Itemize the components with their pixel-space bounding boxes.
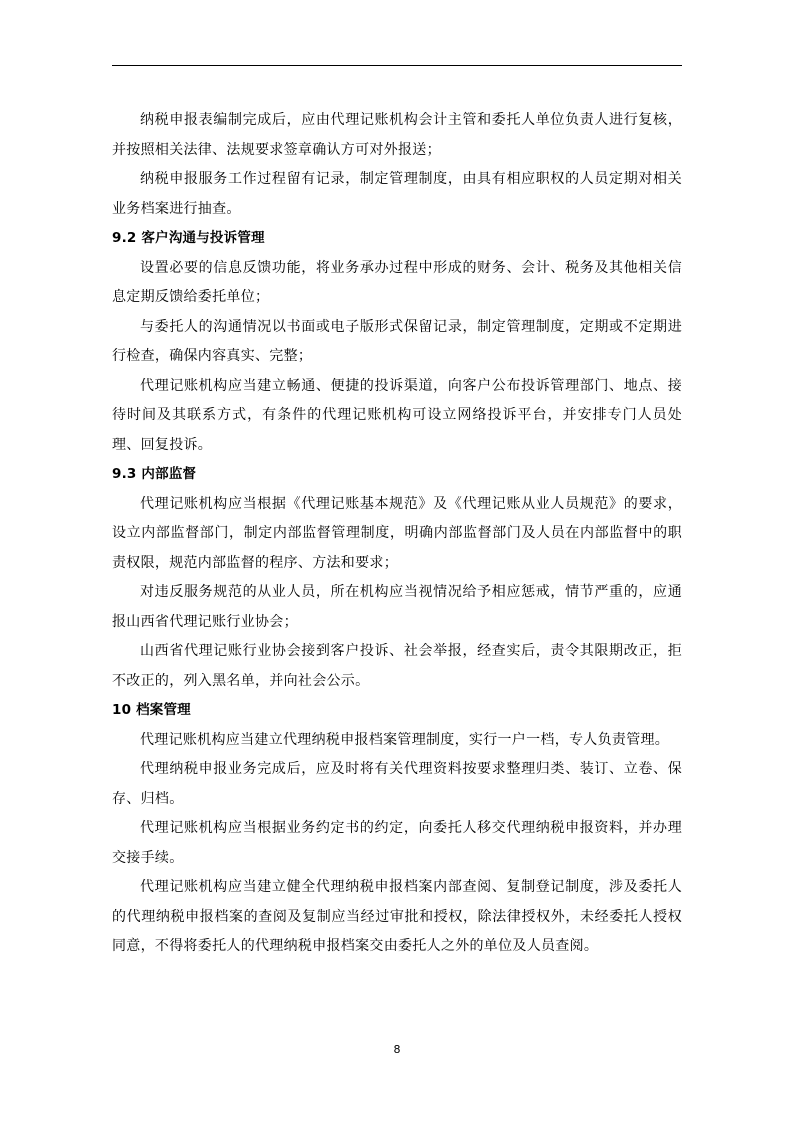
section-heading: 10 档案管理 [112, 702, 191, 718]
paragraph: 纳税申报服务工作过程留有记录，制定管理制度，由具有相应职权的人员定期对相关业务档案进行抽查。 [112, 171, 682, 217]
document-body [112, 106, 682, 962]
paragraph: 对违反服务规范的从业人员，所在机构应当视情况给予相应惩戒，情节严重的，应通报山西省代理记账行业协会； [112, 584, 682, 630]
paragraph: 代理记账机构应当建立健全代理纳税申报档案内部查阅、复制登记制度，涉及委托人的代理纳税申报档案的查阅及复制应当经过审批和授权，除法律授权外，未经委托人授权同意，不得将委托人的代理纳税申报档案交由委托人之外的单位及人员查阅。 [112, 879, 682, 954]
paragraph: 与委托人的沟通情况以书面或电子版形式保留记录，制定管理制度，定期或不定期进行检查，确保内容真实、完整； [112, 318, 682, 364]
paragraph: 代理纳税申报业务完成后，应及时将有关代理资料按要求整理归类、装订、立卷、保存、归档。 [112, 761, 682, 807]
paragraph: 代理记账机构应当建立畅通、便捷的投诉渠道，向客户公布投诉管理部门、地点、接待时间及其联系方式，有条件的代理记账机构可设立网络投诉平台，并安排专门人员处理、回复投诉。 [112, 377, 682, 453]
paragraph: 代理记账机构应当根据业务约定书的约定，向委托人移交代理纳税申报资料，并办理交接手续。 [112, 820, 682, 866]
paragraph: 设置必要的信息反馈功能，将业务承办过程中形成的财务、会计、税务及其他相关信息定期反馈给委托单位； [112, 259, 682, 305]
paragraph: 代理记账机构应当建立代理纳税申报档案管理制度，实行一户一档，专人负责管理。 [140, 731, 670, 748]
section-heading: 9.3 内部监督 [112, 466, 197, 482]
paragraph: 纳税申报表编制完成后，应由代理记账机构会计主管和委托人单位负责人进行复核，并按照相关法律、法规要求签章确认方可对外报送； [112, 112, 682, 158]
paragraph: 山西省代理记账行业协会接到客户投诉、社会举报，经查实后，责令其限期改正，拒不改正的，列入黑名单，并向社会公示。 [112, 643, 682, 689]
header-rule [112, 65, 682, 66]
section-heading: 9.2 客户沟通与投诉管理 [112, 230, 265, 246]
paragraph: 代理记账机构应当根据《代理记账基本规范》及《代理记账从业人员规范》的要求，设立内部监督部门，制定内部监督管理制度，明确内部监督部门及人员在内部监督中的职责权限，规范内部监督的程序、方法和要求； [112, 495, 682, 571]
page-number: 8 [393, 1043, 401, 1056]
